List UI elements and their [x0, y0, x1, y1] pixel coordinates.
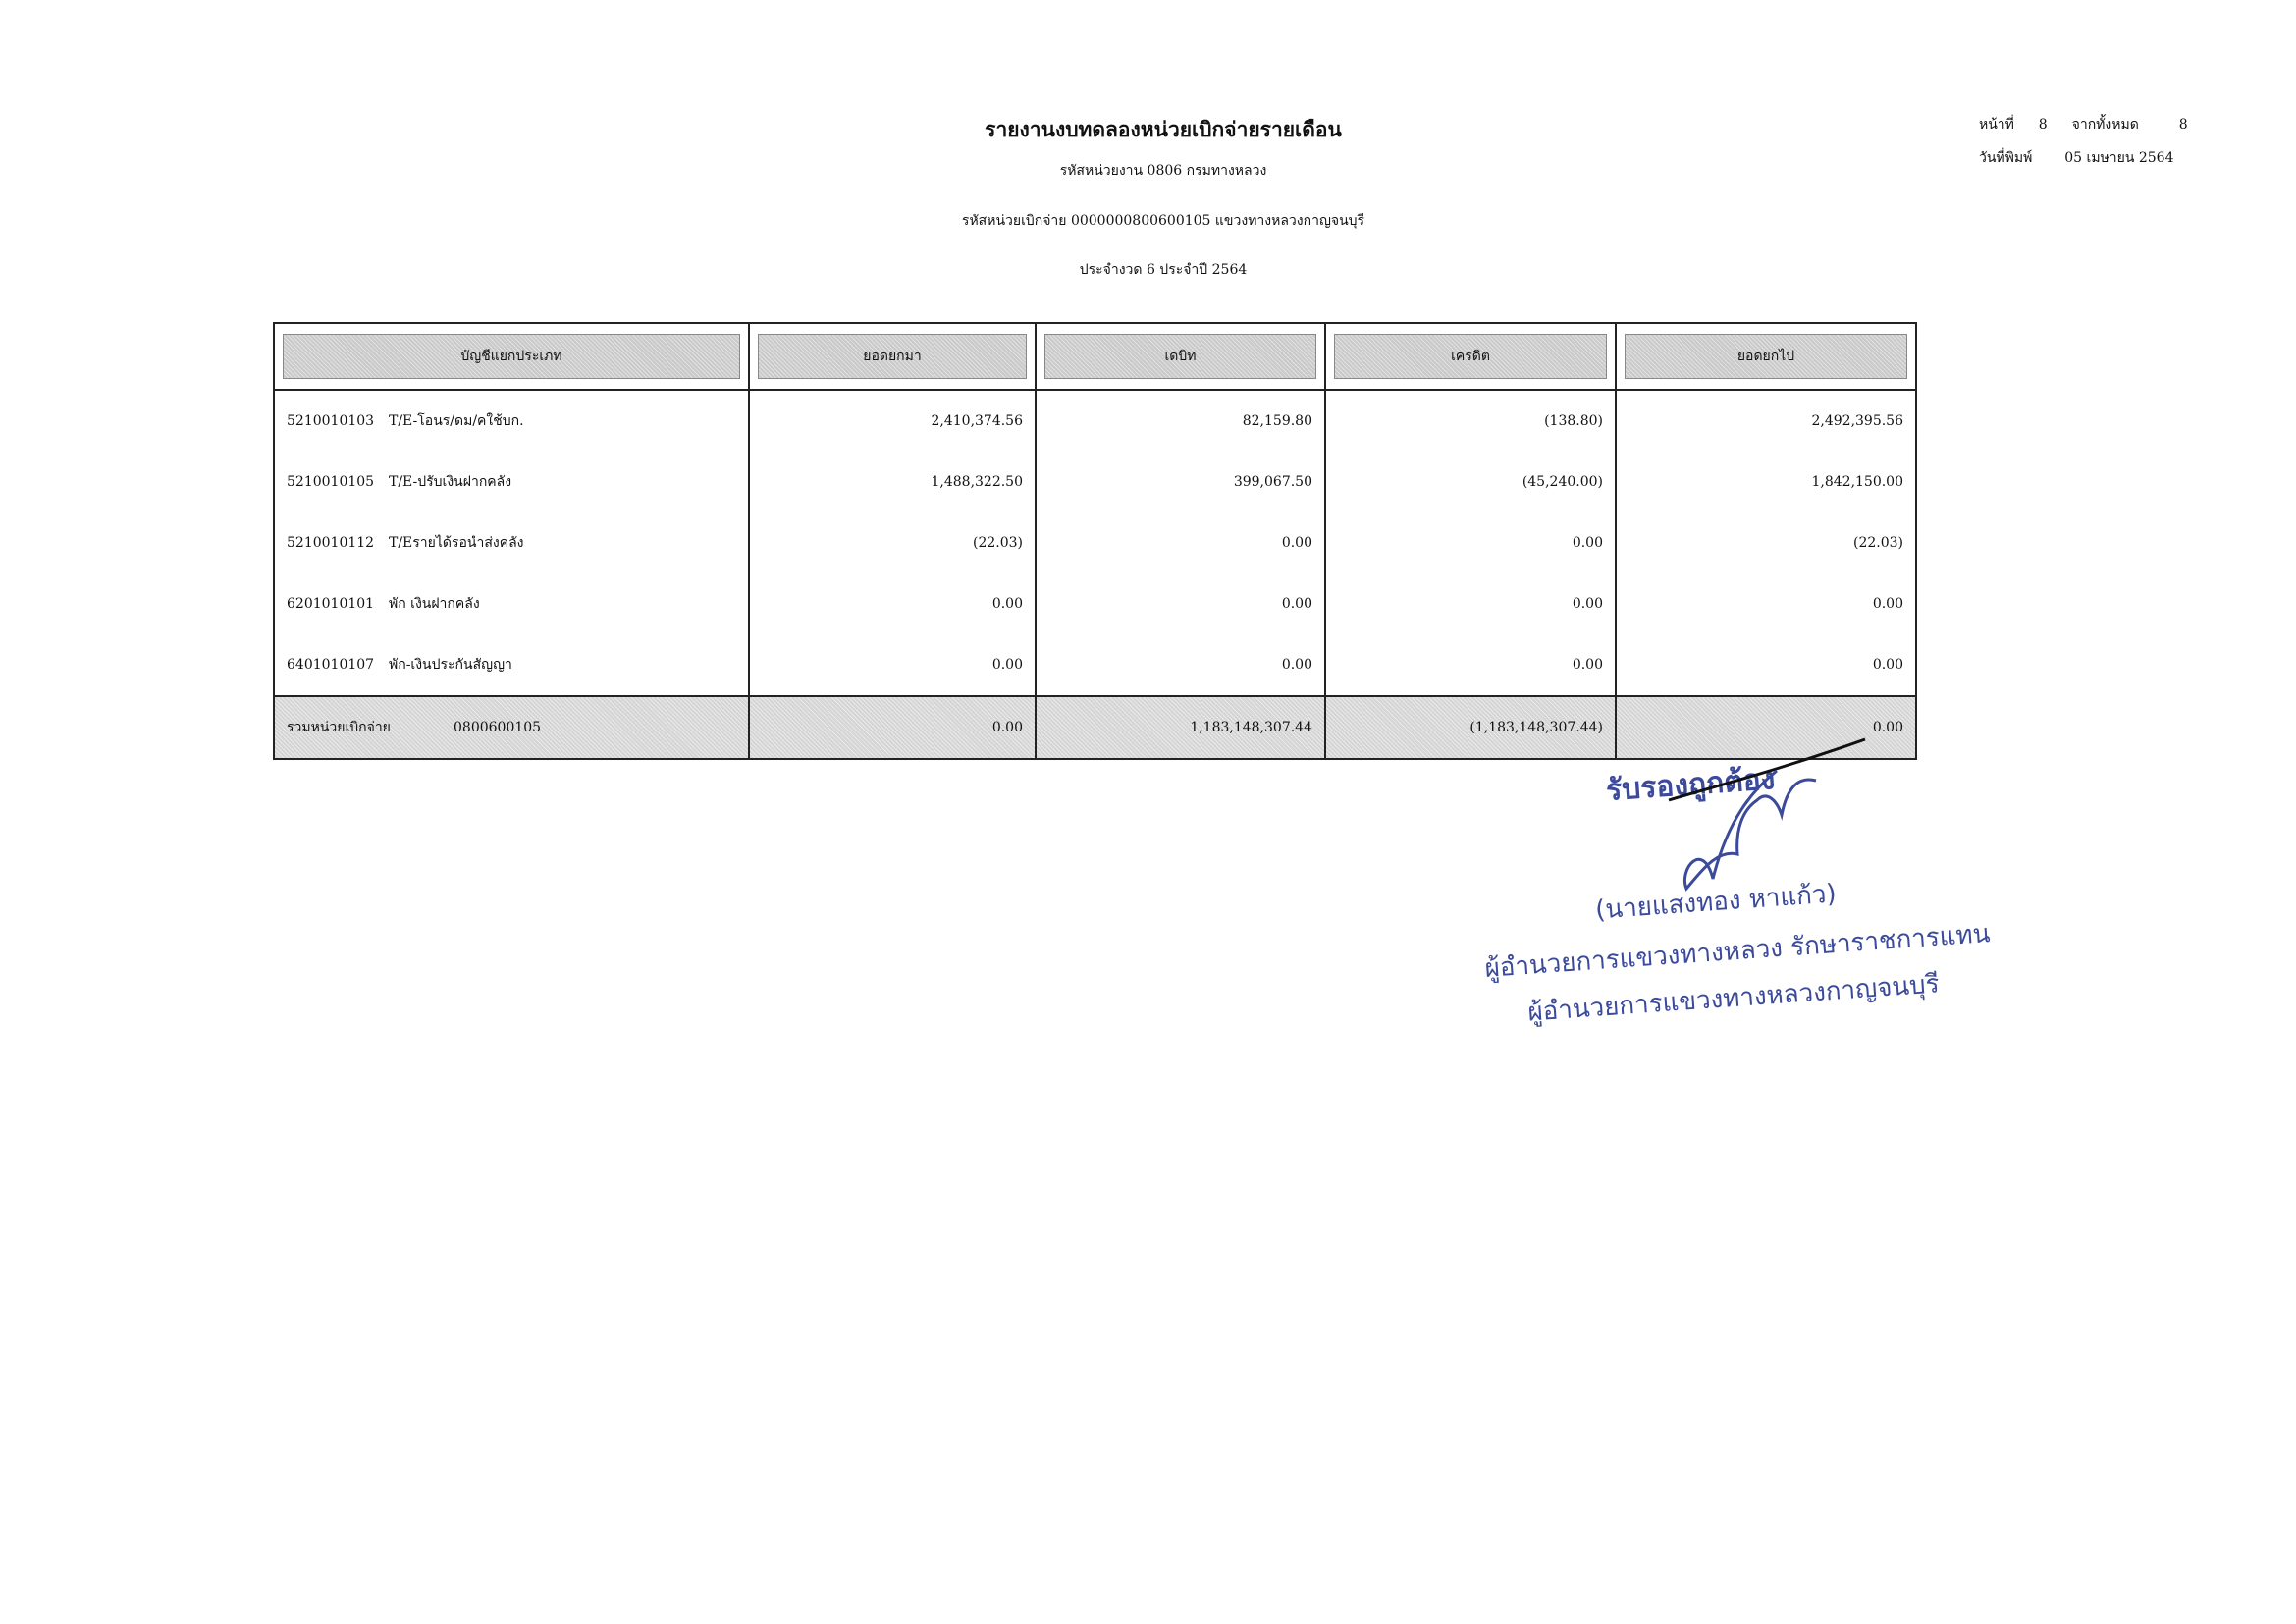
account-name: พัก-เงินประกันสัญญา [389, 657, 512, 673]
credit-cell: 0.00 [1325, 634, 1616, 696]
brought-forward-cell: 1,488,322.50 [749, 452, 1036, 513]
total-carried-forward: 0.00 [1616, 696, 1916, 759]
carried-forward-cell: 0.00 [1616, 573, 1916, 634]
total-brought-forward: 0.00 [749, 696, 1036, 759]
total-label-cell [274, 696, 749, 759]
brought-forward-cell: 0.00 [749, 573, 1036, 634]
table-row [274, 573, 1916, 634]
account-cell [274, 634, 749, 696]
carried-forward-cell: 2,492,395.56 [1616, 390, 1916, 452]
account-code: 5210010112 [287, 535, 375, 551]
page-info [1979, 114, 2188, 135]
brought-forward-cell: (22.03) [749, 513, 1036, 573]
certified-stamp: รับรองถูกต้อง [1604, 762, 1777, 808]
disbursing-unit-code: รหัสหน่วยเบิกจ่าย 0000000800600105 แขวงทางหลวงกาญจนบุรี [961, 213, 1365, 229]
debit-cell: 82,159.80 [1036, 390, 1325, 452]
account-code: 6401010107 [287, 657, 375, 673]
col-header-carried-forward: ยอดยกไป [1616, 323, 1916, 390]
table-row [274, 452, 1916, 513]
account-code: 6201010101 [287, 596, 375, 612]
credit-cell: (45,240.00) [1325, 452, 1616, 513]
signature-mark [1659, 731, 1895, 898]
table-row [274, 513, 1916, 573]
print-date-label: วันที่พิมพ์ [1979, 150, 2033, 166]
total-pages-label: จากทั้งหมด [2071, 117, 2139, 133]
credit-cell: (138.80) [1325, 390, 1616, 452]
account-cell [274, 513, 749, 573]
brought-forward-cell: 2,410,374.56 [749, 390, 1036, 452]
agency-code: รหัสหน่วยงาน 0806 กรมทางหลวง [1059, 163, 1267, 179]
account-name: T/Eรายได้รอนำส่งคลัง [389, 535, 524, 551]
page-label: หน้าที่ [1979, 117, 2014, 133]
account-cell [274, 573, 749, 634]
account-code: 5210010105 [287, 474, 375, 490]
carried-forward-cell: 1,842,150.00 [1616, 452, 1916, 513]
account-name: T/E-ปรับเงินฝากคลัง [389, 474, 512, 490]
table-row [274, 390, 1916, 452]
debit-cell: 399,067.50 [1036, 452, 1325, 513]
signer-name: (นายแสงทอง หาแก้ว) [1594, 879, 1838, 926]
total-pages: 8 [2178, 117, 2188, 133]
report-title: รายงานงบทดลองหน่วยเบิกจ่ายรายเดือน [985, 117, 1342, 141]
signer-position-line2: ผู้อำนวยการแขวงทางหลวงกาญจนบุรี [1526, 969, 1941, 1028]
debit-cell: 0.00 [1036, 513, 1325, 573]
trial-balance-table [273, 322, 1917, 760]
print-date-info [1979, 147, 2174, 169]
table-row [274, 634, 1916, 696]
signer-position-line1: ผู้อำนวยการแขวงทางหลวง รักษาราชการแทน [1483, 919, 1992, 984]
account-code: 5210010103 [287, 413, 375, 429]
account-cell [274, 390, 749, 452]
account-name: พัก เงินฝากคลัง [389, 596, 480, 612]
account-name: T/E-โอนร/ดม/คใช้บก. [389, 413, 524, 429]
debit-cell: 0.00 [1036, 573, 1325, 634]
table-header-row [274, 323, 1916, 390]
total-debit: 1,183,148,307.44 [1036, 696, 1325, 759]
carried-forward-cell: 0.00 [1616, 634, 1916, 696]
col-header-brought-forward: ยอดยกมา [749, 323, 1036, 390]
total-label: รวมหน่วยเบิกจ่าย [287, 720, 391, 735]
brought-forward-cell: 0.00 [749, 634, 1036, 696]
account-cell [274, 452, 749, 513]
total-unit-code: 0800600105 [454, 720, 542, 735]
col-header-credit: เครดิต [1325, 323, 1616, 390]
debit-cell: 0.00 [1036, 634, 1325, 696]
carried-forward-cell: (22.03) [1616, 513, 1916, 573]
total-credit: (1,183,148,307.44) [1325, 696, 1616, 759]
page-number: 8 [2038, 117, 2048, 133]
report-period: ประจำงวด 6 ประจำปี 2564 [1079, 262, 1248, 278]
col-header-account: บัญชีแยกประเภท [274, 323, 749, 390]
credit-cell: 0.00 [1325, 573, 1616, 634]
col-header-debit: เดบิท [1036, 323, 1325, 390]
print-date: 05 เมษายน 2564 [2064, 150, 2174, 166]
credit-cell: 0.00 [1325, 513, 1616, 573]
